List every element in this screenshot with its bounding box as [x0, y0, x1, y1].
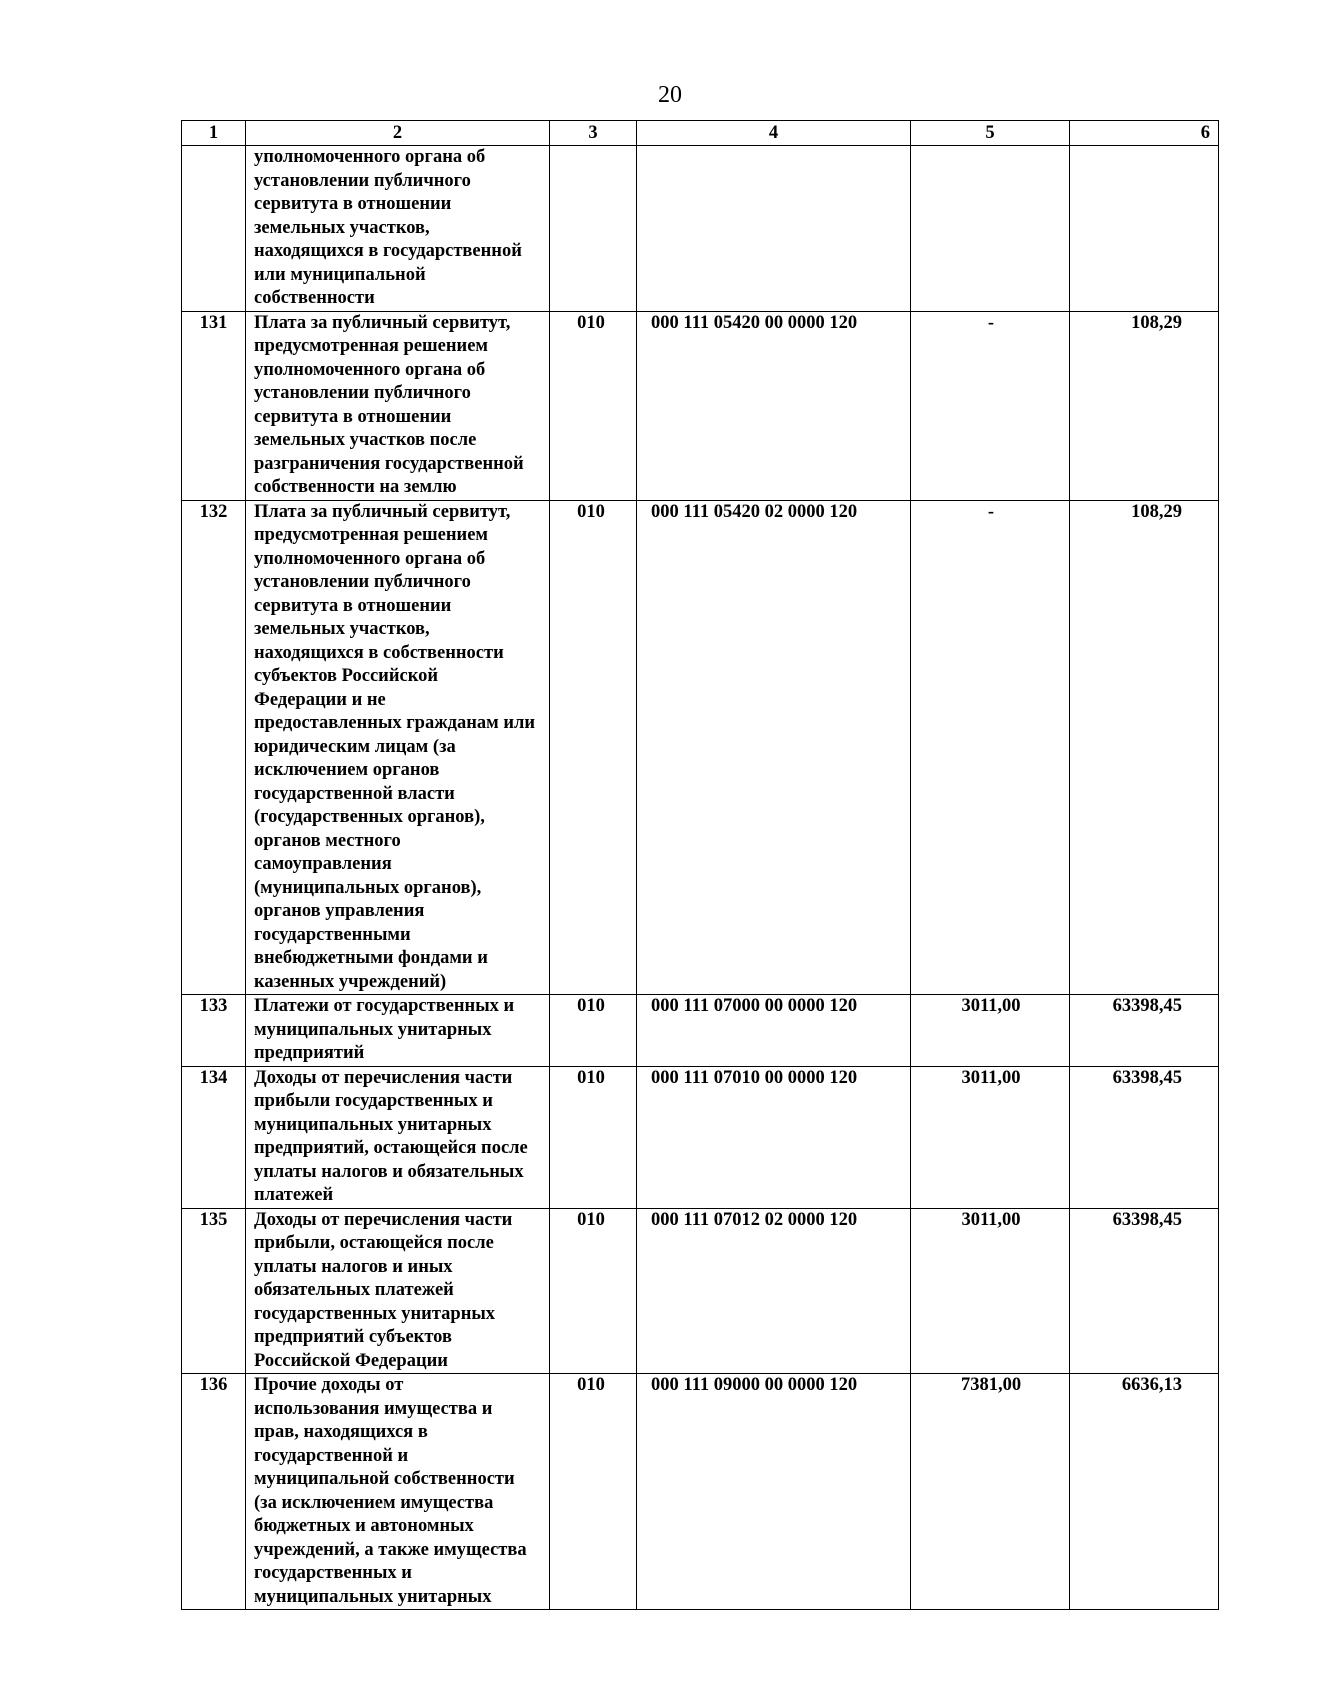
row-number: 134	[182, 1066, 246, 1208]
row-value-6: 108,29	[1070, 500, 1219, 995]
table-row	[182, 500, 1219, 995]
column-header: 2	[246, 121, 550, 146]
column-header: 1	[182, 121, 246, 146]
row-kbk: 000 111 07012 02 0000 120	[637, 1208, 911, 1374]
row-description: Плата за публичный сервитут, предусмотренная решением уполномоченного органа об установлении публичного сервитута в отношении земельных участков после разграничения государственной собственности на землю	[246, 311, 550, 500]
row-description: Платежи от государственных и муниципальных унитарных предприятий	[246, 995, 550, 1067]
row-code: 010	[550, 1374, 637, 1610]
column-header: 5	[911, 121, 1070, 146]
column-header: 6	[1070, 121, 1219, 146]
row-kbk: 000 111 09000 00 0000 120	[637, 1374, 911, 1610]
row-value-6: 63398,45	[1070, 1066, 1219, 1208]
row-kbk: 000 111 05420 00 0000 120	[637, 311, 911, 500]
table-header-row	[182, 121, 1219, 146]
row-kbk: 000 111 07010 00 0000 120	[637, 1066, 911, 1208]
row-value-6: 63398,45	[1070, 1208, 1219, 1374]
row-code: 010	[550, 995, 637, 1067]
revenue-table	[181, 120, 1219, 1610]
row-value-6: 6636,13	[1070, 1374, 1219, 1610]
row-code	[550, 146, 637, 312]
row-value-5: -	[911, 311, 1070, 500]
row-value-5: 3011,00	[911, 995, 1070, 1067]
table-row	[182, 1208, 1219, 1374]
table-row	[182, 995, 1219, 1067]
row-code: 010	[550, 311, 637, 500]
row-value-5: 3011,00	[911, 1208, 1070, 1374]
table-row	[182, 311, 1219, 500]
row-value-6: 63398,45	[1070, 995, 1219, 1067]
row-number: 131	[182, 311, 246, 500]
table-row	[182, 146, 1219, 312]
page-number: 20	[658, 82, 682, 108]
row-description: Доходы от перечисления части прибыли, остающейся после уплаты налогов и иных обязательных платежей государственных унитарных предприятий субъектов Российской Федерации	[246, 1208, 550, 1374]
table-row	[182, 1374, 1219, 1610]
row-description: Доходы от перечисления части прибыли государственных и муниципальных унитарных предприятий, остающейся после уплаты налогов и обязательных платежей	[246, 1066, 550, 1208]
row-number	[182, 146, 246, 312]
row-value-5	[911, 146, 1070, 312]
row-value-5: 7381,00	[911, 1374, 1070, 1610]
row-kbk: 000 111 07000 00 0000 120	[637, 995, 911, 1067]
row-number: 132	[182, 500, 246, 995]
column-header: 4	[637, 121, 911, 146]
column-header: 3	[550, 121, 637, 146]
row-code: 010	[550, 500, 637, 995]
row-code: 010	[550, 1066, 637, 1208]
row-description: уполномоченного органа об установлении публичного сервитута в отношении земельных участков, находящихся в государственной или муниципальной собственности	[246, 146, 550, 312]
table-row	[182, 1066, 1219, 1208]
row-number: 133	[182, 995, 246, 1067]
row-value-6: 108,29	[1070, 311, 1219, 500]
row-description: Прочие доходы от использования имущества и прав, находящихся в государственной и муниципальной собственности (за исключением имущества бюджетных и автономных учреждений, а также имущества государственных и муниципальных унитарных	[246, 1374, 550, 1610]
row-kbk	[637, 146, 911, 312]
row-number: 135	[182, 1208, 246, 1374]
row-kbk: 000 111 05420 02 0000 120	[637, 500, 911, 995]
row-description: Плата за публичный сервитут, предусмотренная решением уполномоченного органа об установлении публичного сервитута в отношении земельных участков, находящихся в собственности субъектов Российской Федерации и не предоставленных гражданам или юридическим лицам (за исключением органов государственной власти (государственных органов), органов местного самоуправления (муниципальных органов), органов управления государственными внебюджетными фондами и казенных учреждений)	[246, 500, 550, 995]
row-number: 136	[182, 1374, 246, 1610]
row-value-5: 3011,00	[911, 1066, 1070, 1208]
row-value-5: -	[911, 500, 1070, 995]
row-code: 010	[550, 1208, 637, 1374]
row-value-6	[1070, 146, 1219, 312]
